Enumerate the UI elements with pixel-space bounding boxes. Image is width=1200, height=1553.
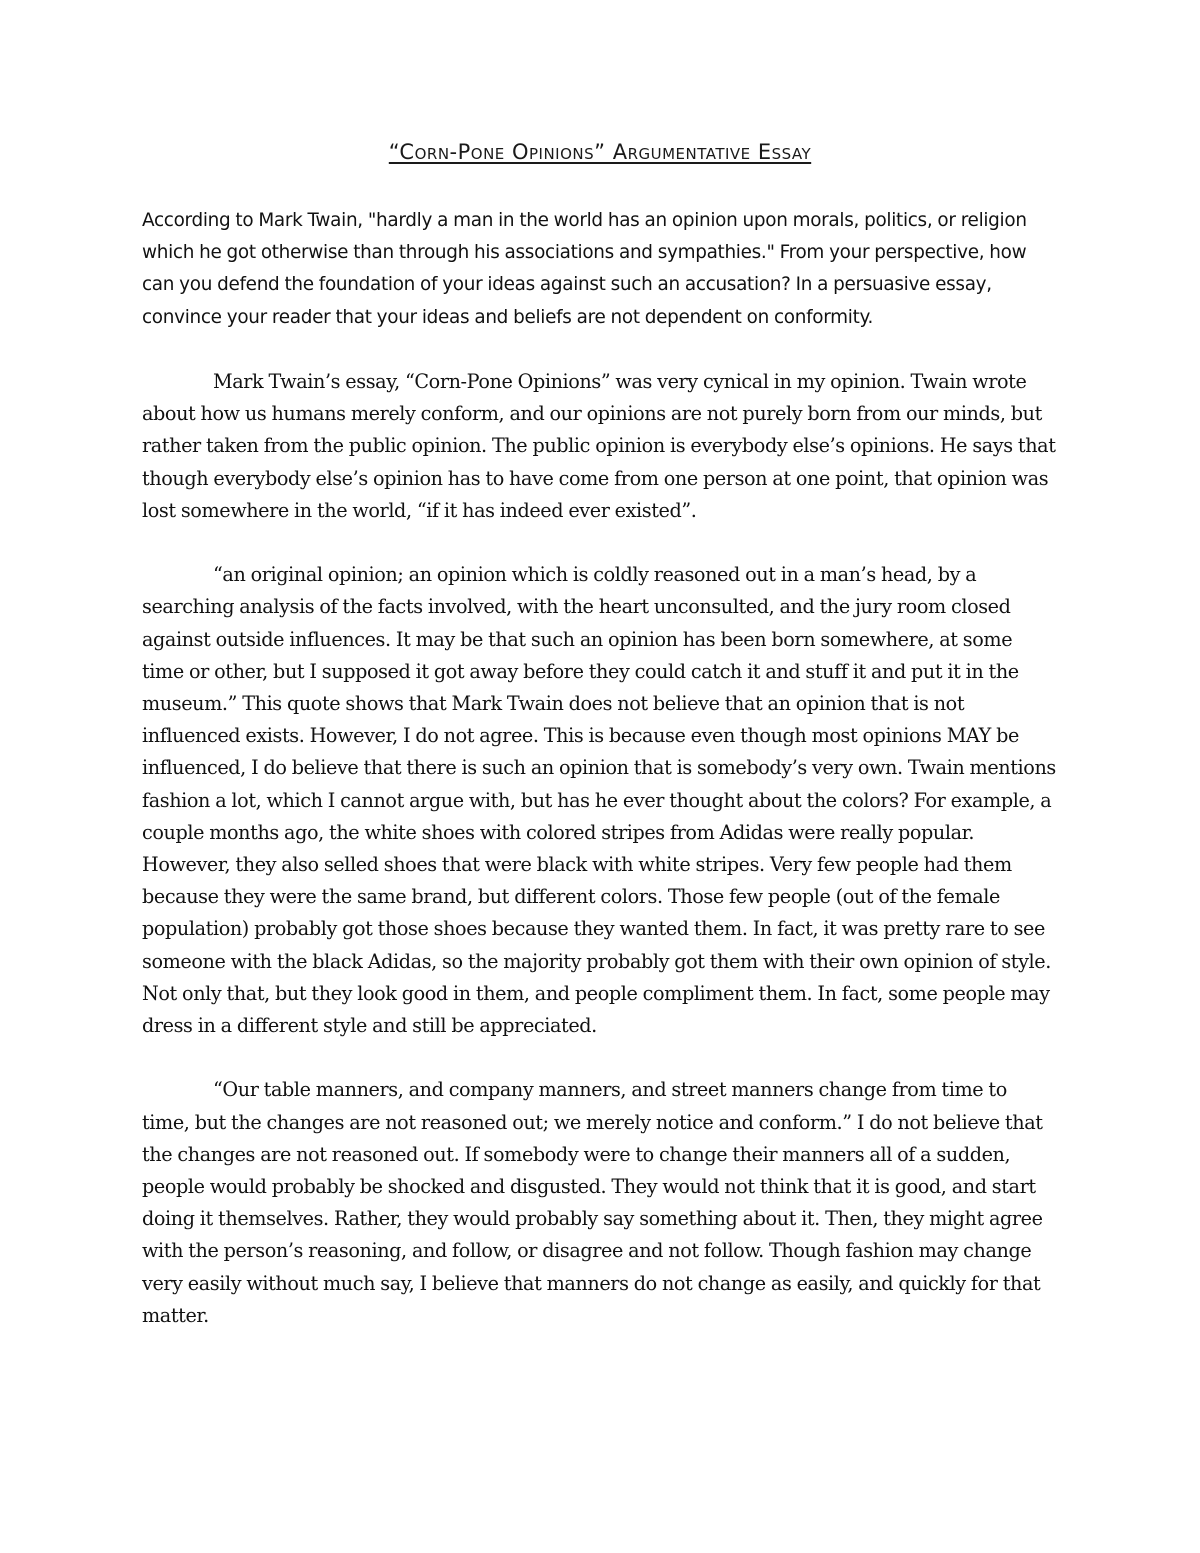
essay-body [142, 205, 1058, 1364]
essay-title: “Corn-Pone Opinions” Argumentative Essay [388, 140, 812, 164]
essay-paragraph-3: “Our table manners, and company manners, and street manners change from time to time, but the changes are not reasoned out; we merely notice and conform.” I do not believe that the changes are not reasoned out. If somebody were to change their manners all of a sudden, people would probably be shocked and disgusted. They would not think that it is good, and start doing it themselves. Rather, they would probably say something about it. Then, they might agree with the person’s reasoning, and follow, or disagree and not follow. Though fashion may change very easily without much say, I believe that manners do not change as easily, and quickly for that matter. [142, 1078, 1043, 1327]
essay-prompt: According to Mark Twain, "hardly a man in the world has an opinion upon morals, politics, or religion which he got otherwise than through his associations and sympathies." From your perspective, how can you defend the foundation of your ideas against such an accusation? In a persuasive essay, convince your reader that your ideas and beliefs are not dependent on conformity. [142, 210, 1027, 328]
essay-paragraph-1: Mark Twain’s essay, “Corn-Pone Opinions” was very cynical in my opinion. Twain wrote about how us humans merely conform, and our opinions are not purely born from our minds, but rather taken from the public opinion. The public opinion is everybody else’s opinions. He says that though everybody else’s opinion has to have come from one person at one point, that opinion was lost somewhere in the world, “if it has indeed ever existed”. [142, 370, 1056, 522]
essay-paragraph-2: “an original opinion; an opinion which is coldly reasoned out in a man’s head, by a searching analysis of the facts involved, with the heart unconsulted, and the jury room closed against outside influences. It may be that such an opinion has been born somewhere, at some time or other, but I supposed it got away before they could catch it and stuff it and put it in the museum.” This quote shows that Mark Twain does not believe that an opinion that is not influenced exists. However, I do not agree. This is because even though most opinions MAY be influenced, I do believe that there is such an opinion that is somebody’s very own. Twain mentions fashion a lot, which I cannot argue with, but has he ever thought about the colors? For example, a couple months ago, the white shoes with colored stripes from Adidas were really popular. However, they also selled shoes that were black with white stripes. Very few people had them because they were the same brand, but different colors. Those few people (out of the female population) probably got those shoes because they wanted them. In fact, it was pretty rare to see someone with the black Adidas, so the majority probably got them with their own opinion of style. Not only that, but they look good in them, and people compliment them. In fact, some people may dress in a different style and still be appreciated. [142, 563, 1056, 1038]
